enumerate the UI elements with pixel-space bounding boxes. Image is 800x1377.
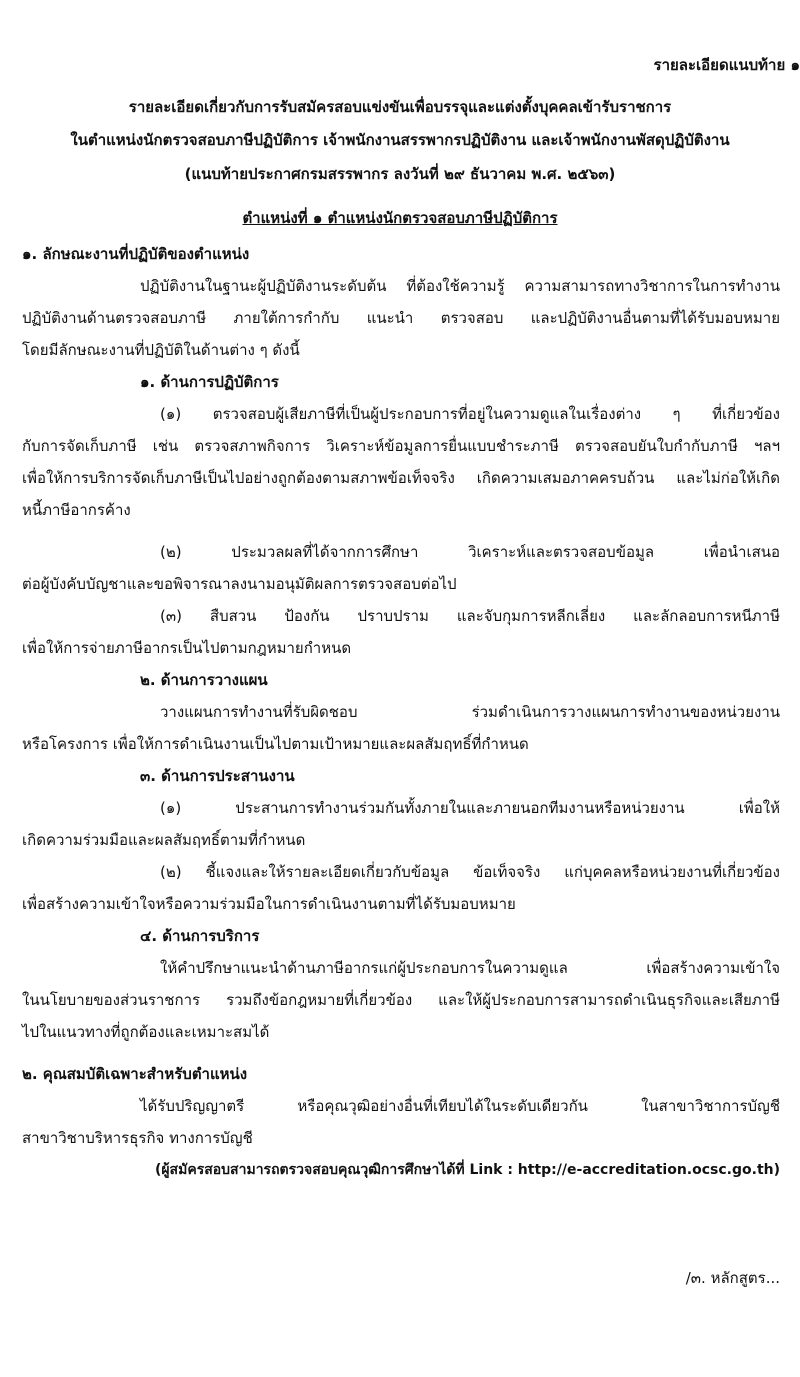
sub-3-item-1-line-2: เกิดความร่วมมือและผลสัมฤทธิ์ตามที่กำหนด [22,831,306,849]
sub-1-item-2-line-2: ต่อผู้บังคับบัญชาและขอพิจารณาลงนามอนุมัติผลการตรวจสอบต่อไป [22,575,457,593]
title-line-2: ในตำแหน่งนักตรวจสอบภาษีปฏิบัติการ เจ้าพนักงานสรรพากรปฏิบัติงาน และเจ้าพนักงานพัสดุปฏิบัติงาน [70,131,730,149]
page-continuation: /๓. หลักสูตร... [685,1269,780,1287]
section-2-body-line-1: ได้รับปริญญาตรี หรือคุณวุฒิอย่างอื่นที่เทียบได้ในระดับเดียวกัน ในสาขาวิชาการบัญชี [140,1097,780,1115]
sub-4-heading: ๔. ด้านการบริการ [140,927,260,945]
sub-1-item-1-line-3: เพื่อให้การบริการจัดเก็บภาษีเป็นไปอย่างถูกต้องตามสภาพข้อเท็จจริง เกิดความเสมอภาคครบถ้วน และไม่ก่อให้เกิด [22,469,780,487]
sub-1-item-2-line-1: (๒) ประมวลผลที่ได้จากการศึกษา วิเคราะห์และตรวจสอบข้อมูล เพื่อนำเสนอ [160,543,780,561]
sub-3-heading: ๓. ด้านการประสานงาน [140,767,295,785]
section-1-heading: ๑. ลักษณะงานที่ปฏิบัติของตำแหน่ง [22,245,250,263]
sub-2-body-line-2: หรือโครงการ เพื่อให้การดำเนินงานเป็นไปตามเป้าหมายและผลสัมฤทธิ์ที่กำหนด [22,735,529,753]
sub-3-item-1-line-1: (๑) ประสานการทำงานร่วมกันทั้งภายในและภายนอกทีมงานหรือหน่วยงาน เพื่อให้ [160,799,780,817]
title-line-3: (แนบท้ายประกาศกรมสรรพากร ลงวันที่ ๒๙ ธันวาคม พ.ศ. ๒๕๖๓) [184,165,616,183]
section-2-heading: ๒. คุณสมบัติเฉพาะสำหรับตำแหน่ง [22,1065,248,1083]
qualification-check-note: (ผู้สมัครสอบสามารถตรวจสอบคุณวุฒิการศึกษาได้ที่ Link : http://e-accreditation.ocsc.go.th) [154,1162,780,1178]
sub-1-heading: ๑. ด้านการปฏิบัติการ [140,373,279,391]
sub-4-body-line-3: ไปในแนวทางที่ถูกต้องและเหมาะสมได้ [22,1023,270,1041]
attachment-label: รายละเอียดแนบท้าย ๑ [653,56,800,74]
sub-1-item-1-line-4: หนี้ภาษีอากรค้าง [22,501,131,519]
sub-2-body-line-1: วางแผนการทำงานที่รับผิดชอบ ร่วมดำเนินการวางแผนการทำงานของหน่วยงาน [160,703,780,721]
intro-line-3: โดยมีลักษณะงานที่ปฏิบัติในด้านต่าง ๆ ดังนี้ [22,341,300,359]
sub-1-item-3-line-2: เพื่อให้การจ่ายภาษีอากรเป็นไปตามกฎหมายกำหนด [22,639,352,657]
sub-4-body-line-1: ให้คำปรึกษาแนะนำด้านภาษีอากรแก่ผู้ประกอบการในความดูแล เพื่อสร้างความเข้าใจ [160,959,780,977]
intro-line-2: ปฏิบัติงานด้านตรวจสอบภาษี ภายใต้การกำกับ แนะนำ ตรวจสอบ และปฏิบัติงานอื่นตามที่ได้รับมอบหมาย [22,309,780,327]
sub-3-item-2-line-1: (๒) ชี้แจงและให้รายละเอียดเกี่ยวกับข้อมูล ข้อเท็จจริง แก่บุคคลหรือหน่วยงานที่เกี่ยวข้อง [160,863,780,881]
section-2-body-line-2: สาขาวิชาบริหารธุรกิจ ทางการบัญชี [22,1129,253,1147]
sub-3-item-2-line-2: เพื่อสร้างความเข้าใจหรือความร่วมมือในการดำเนินงานตามที่ได้รับมอบหมาย [22,895,516,913]
sub-4-body-line-2: ในนโยบายของส่วนราชการ รวมถึงข้อกฎหมายที่เกี่ยวข้อง และให้ผู้ประกอบการสามารถดำเนินธุรกิจและเสียภาษี [22,991,780,1009]
sub-1-item-1-line-1: (๑) ตรวจสอบผู้เสียภาษีที่เป็นผู้ประกอบการที่อยู่ในความดูแลในเรื่องต่าง ๆ ที่เกี่ยวข้อง [160,405,780,423]
sub-2-heading: ๒. ด้านการวางแผน [140,671,268,689]
position-heading: ตำแหน่งที่ ๑ ตำแหน่งนักตรวจสอบภาษีปฏิบัติการ [242,209,558,227]
sub-1-item-3-line-1: (๓) สืบสวน ป้องกัน ปราบปราม และจับกุมการหลีกเลี่ยง และลักลอบการหนีภาษี [160,607,780,625]
intro-line-1: ปฏิบัติงานในฐานะผู้ปฏิบัติงานระดับต้น ที่ต้องใช้ความรู้ ความสามารถทางวิชาการในการทำงาน [140,277,780,295]
sub-1-item-1-line-2: กับการจัดเก็บภาษี เช่น ตรวจสภาพกิจการ วิเคราะห์ข้อมูลการยื่นแบบชำระภาษี ตรวจสอบยันใบกำกับภาษี ฯลฯ [22,437,780,455]
title-line-1: รายละเอียดเกี่ยวกับการรับสมัครสอบแข่งขันเพื่อบรรจุและแต่งตั้งบุคคลเข้ารับราชการ [128,98,672,116]
